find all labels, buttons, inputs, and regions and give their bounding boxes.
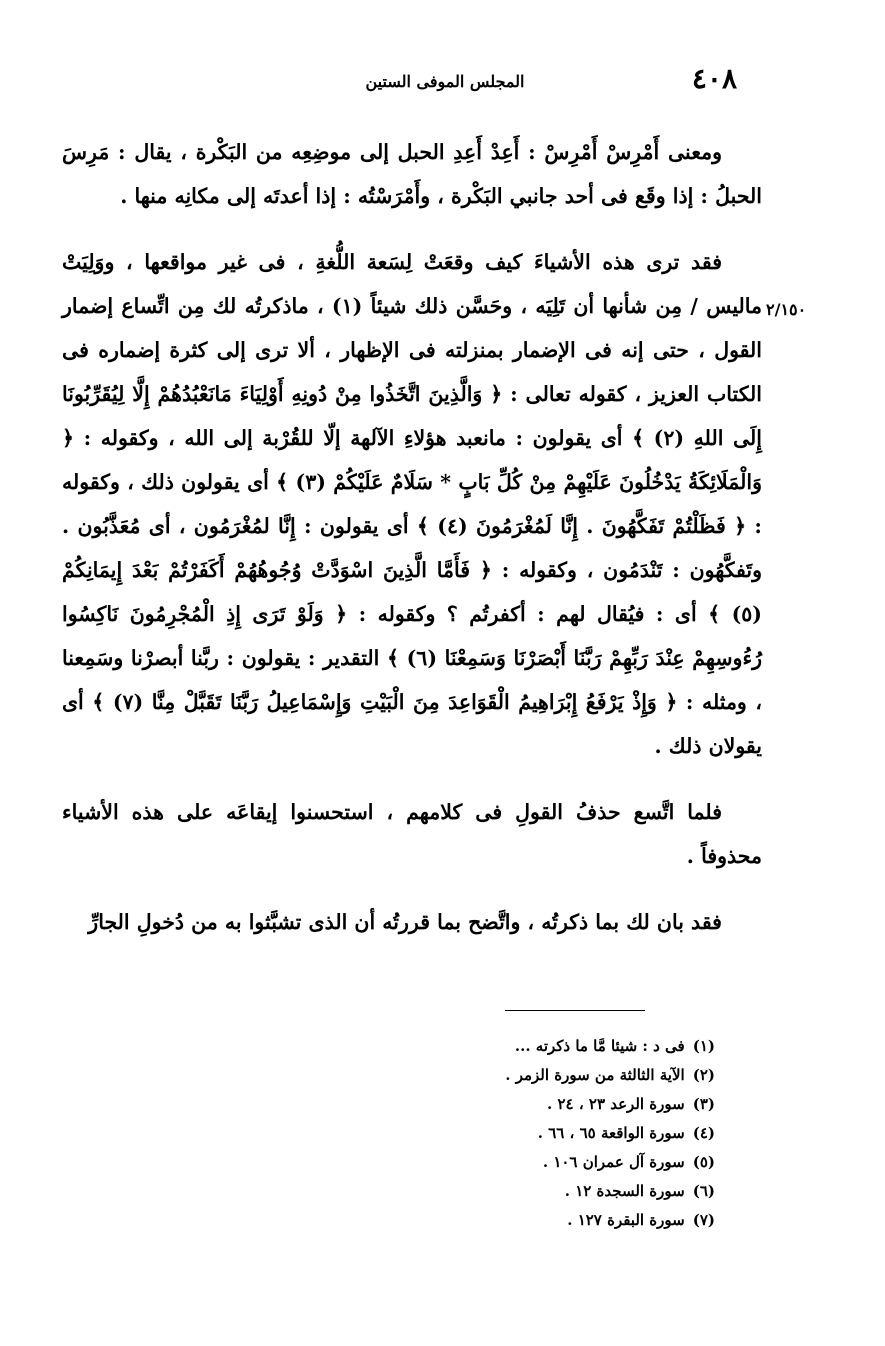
running-title: المجلس الموفى الستين (365, 72, 525, 91)
footnote-text: الآية الثالثة من سورة الزمر . (505, 1066, 685, 1084)
footnotes-list (300, 1032, 715, 1235)
paragraph: فقد بان لك بما ذكرتُه ، واتَّضح بما قررتُه أن الذى تشبَّثوا به من دُخولِ الجارِّ (88, 910, 722, 934)
footnote-text: سورة الرعد ٢٣ ، ٢٤ . (547, 1095, 685, 1113)
footnote-number: (٥) (692, 1153, 715, 1171)
paragraph: فلما اتَّسع حذفُ القولِ فى كلامهم ، استحسنوا إيقاعَه على هذه الأشياء محذوفاً . (62, 800, 762, 868)
footnote-text: سورة الواقعة ٦٥ ، ٦٦ . (537, 1124, 685, 1142)
footnote-number: (٣) (692, 1095, 715, 1113)
footnote-item (300, 1177, 715, 1206)
footnote-item (300, 1061, 715, 1090)
footnote-number: (١) (692, 1037, 715, 1055)
footnote-item (300, 1206, 715, 1235)
footnote-number: (٢) (692, 1066, 715, 1084)
footnote-number: (٦) (692, 1182, 715, 1200)
footnote-number: (٤) (692, 1124, 715, 1142)
footnote-text: سورة السجدة ١٢ . (564, 1182, 685, 1200)
footnote-item (300, 1148, 715, 1177)
footnote-text: فى د : شيئا مَّا ما ذكرته ... (514, 1037, 685, 1055)
footnote-item (300, 1119, 715, 1148)
footnote-text: سورة آل عمران ١٠٦ . (542, 1153, 685, 1171)
body-text (62, 130, 762, 966)
footnote-item (300, 1032, 715, 1061)
page-number: ٤٠٨ (691, 62, 737, 95)
paragraph: ومعنى أَمْرِسْ أَمْرِسْ : أَعِدْ أَعِدِ الحبل إلى موضِعِه من البَكْرة ، يقال : مَرِسَ الحبلُ : إذا وقَع فى أحد جانبي البَكْرة ، وأَمْرَسْتُه : إذا أعدتَه إلى مكانِه منها . (62, 140, 762, 208)
footnote-item (300, 1090, 715, 1119)
footnote-number: (٧) (692, 1211, 715, 1229)
footnote-divider (505, 1010, 645, 1011)
margin-reference: ٢/١٥٠ (766, 300, 807, 319)
footnote-text: سورة البقرة ١٢٧ . (567, 1211, 685, 1229)
paragraph: فقد ترى هذه الأشياءَ كيف وقعَتْ لِسَعة اللُّغةِ ، فى غير مواقعها ، ووَلِيَتْ ماليس / مِن شأنها أن تَلِيَه ، وحَسَّن ذلك شيئاً (١) ، ماذكرتُه لك مِن اتِّساع إضمار القول ، حتى إنه فى الإضمار بمنزلته فى الإظهار ، ألا ترى إلى كثرة إضماره فى الكتاب العزيز ، كقوله تعالى : ﴿ وَالَّذِينَ اتَّخَذُوا مِنْ دُونِهِ أَوْلِيَاءَ مَانَعْبُدُهُمْ إِلَّا لِيُقَرِّبُونَا إِلَى اللهِ (٢) ﴾ أى يقولون : مانعبد هؤلاءِ الآلهة إلّا للقُرْبة إلى الله ، وكقوله : ﴿ وَالْمَلَائِكَةُ يَدْخُلُونَ عَلَيْهِمْ مِنْ كُلِّ بَابٍ * سَلَامٌ عَلَيْكُمْ (٣) ﴾ أى يقولون ذلك ، وكقوله : ﴿ فَظَلْتُمْ تَفَكَّهُونَ . إِنَّا لَمُغْرَمُونَ (٤) ﴾ أى يقولون : إِنَّا لمُغْرَمُون ، أى مُعَذَّبُون . وتَفكَّهُون : تَنْدَمُون ، وكقوله : ﴿ فَأَمَّا الَّذِينَ اسْوَدَّتْ وُجُوهُهُمْ أَكَفَرْتُمْ بَعْدَ إِيمَانِكُمْ (٥) ﴾ أى : فيُقال لهم : أكفرتُم ؟ وكقوله : ﴿ وَلَوْ تَرَى إِذِ الْمُجْرِمُونَ نَاكِسُوا رُءُوسِهِمْ عِنْدَ رَبِّهِمْ رَبَّنَا أَبْصَرْنَا وَسَمِعْنَا (٦) ﴾ التقدير : يقولون : ربَّنا أبصرْنا وسَمِعنا ، ومثله : ﴿ وَإِذْ يَرْفَعُ إِبْرَاهِيمُ الْقَوَاعِدَ مِنَ الْبَيْتِ وَإِسْمَاعِيلُ رَبَّنَا تَقَبَّلْ مِنَّا (٧) ﴾ أى يقولان ذلك . (62, 250, 763, 758)
